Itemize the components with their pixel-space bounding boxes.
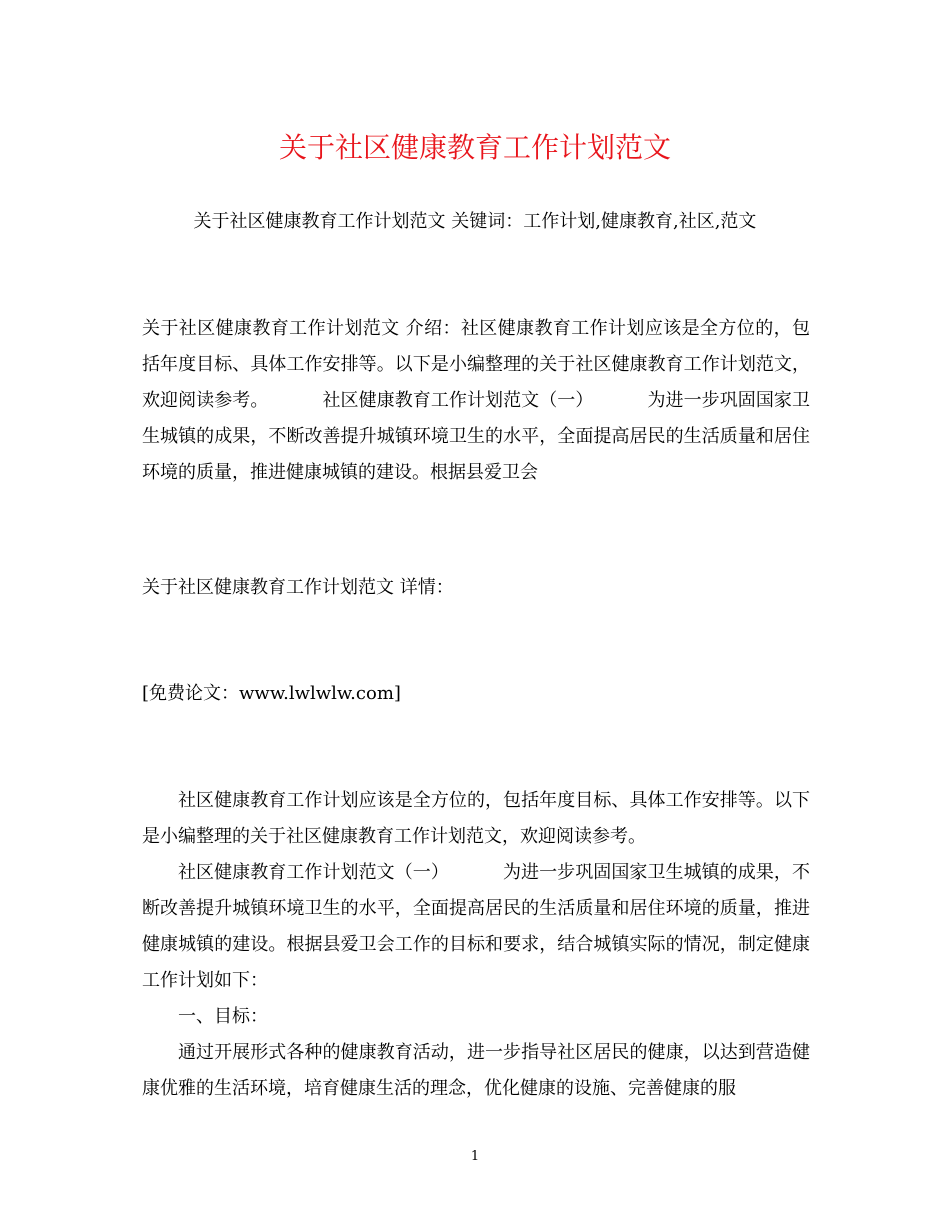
intro-text-part3: 为进一步巩固国家卫生城镇的成果，不断改善提升城镇环境卫生的水平，全面提高居民的生活质量和居住环境的质量，推进健康城镇的建设。根据县爱卫会 [142,390,810,483]
body-paragraph-1: 社区健康教育工作计划应该是全方位的，包括年度目标、具体工作安排等。以下是小编整理的关于社区健康教育工作计划范文，欢迎阅读参考。 [142,790,810,847]
intro-text-part1: 关于社区健康教育工作计划范文 介绍：社区健康教育工作计划应该是全方位的，包括年度目标、具体工作安排等。以下是小编整理的关于社区健康教育工作计划范文，欢迎阅读参考。 [142,318,810,411]
keywords-line: 关于社区健康教育工作计划范文 关键词：工作计划,健康教育,社区,范文 [193,211,757,232]
plan-body-1: 为进一步巩固国家卫生城镇的成果，不断改善提升城镇环境卫生的水平，全面提高居民的生活质量和居住环境的质量，推进健康城镇的建设。根据县爱卫会工作的目标和要求，结合城镇实际的情况，制定健康工作计划如下： [142,862,810,991]
body-paragraph-2 [142,855,810,999]
intro-paragraph [142,311,810,491]
free-paper-link[interactable]: [免费论文：www.lwlwlw.com] [142,683,401,704]
intro-text-part2: 社区健康教育工作计划范文（一） [322,390,594,411]
body-paragraph-goal: 通过开展形式各种的健康教育活动，进一步指导社区居民的健康，以达到营造健康优雅的生活环境，培育健康生活的理念，优化健康的设施、完善健康的服 [142,1042,810,1099]
section-heading-goal: 一、目标： [178,1006,268,1027]
document-title: 关于社区健康教育工作计划范文 [278,131,671,164]
detail-label: 关于社区健康教育工作计划范文 详情： [142,577,454,598]
plan-heading-1: 社区健康教育工作计划范文（一） [178,862,449,883]
page-number: 1 [470,1149,480,1164]
